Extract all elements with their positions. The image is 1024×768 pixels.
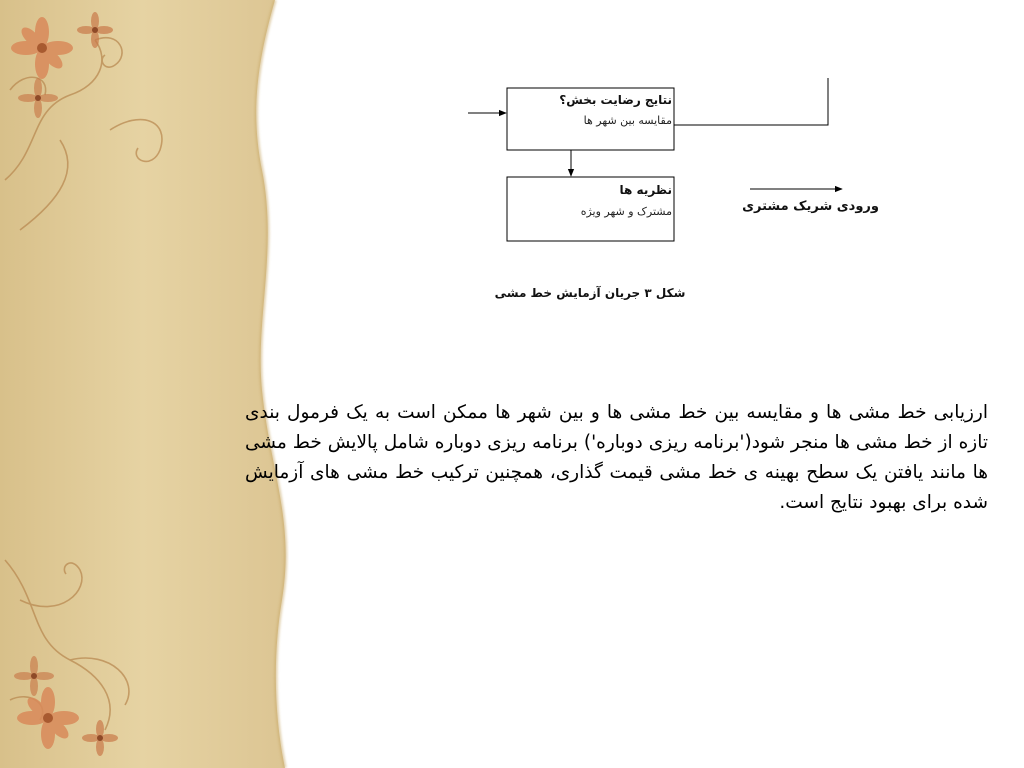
results-box-subtitle: مقایسه بین شهر ها <box>583 114 672 127</box>
figure-caption: شکل ۳ جریان آزمایش خط مشی <box>494 286 686 300</box>
theories-box-subtitle: مشترک و شهر ویژه <box>580 205 672 218</box>
theories-box-title: نظریه ها <box>619 183 672 197</box>
body-paragraph: ارزیابی خط مشی ها و مقایسه بین خط مشی ها و بین شهر ها ممکن است به یک فرمول بندی تازه از خط مشی ها منجر شود('برنامه ریزی دوباره') برنامه ریزی دوباره شامل پالایش خط مشی ها مانند یافتن یک سطح بهینه ی خط مشی قیمت گذاری، همچنین ترکیب خط مشی های آزمایش شده برای بهبود نتایج است. <box>245 402 988 513</box>
feedback-line <box>674 78 828 125</box>
results-box-title: نتایج رضایت بخش؟ <box>559 93 672 107</box>
customer-input-label: ورودی شریک مشتری <box>742 199 879 214</box>
